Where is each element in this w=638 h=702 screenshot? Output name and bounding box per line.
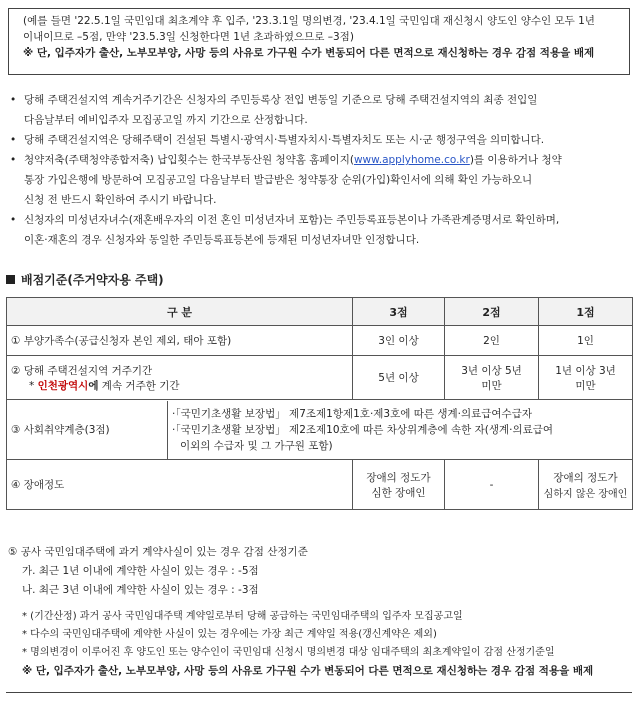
particle: 에	[88, 379, 99, 392]
header-category: 구 분	[7, 298, 353, 326]
cell-line: 미만	[575, 379, 596, 392]
bullet-text: )를 이용하거나 청약	[469, 154, 562, 166]
cell-1pt: 1인	[539, 326, 633, 356]
row-sublabel	[11, 378, 352, 393]
note-line: 이내이므로 –5점, 만약 '23.5.3일 신청한다면 1년 초과하였으므로 –3점)	[23, 31, 354, 43]
divider	[6, 692, 632, 693]
cell-line: 미만	[481, 379, 502, 392]
deduction-item: 나. 최근 3년 이내에 계약한 사실이 있는 경우 : -3점	[22, 584, 259, 596]
row-label: ④ 장애정도	[7, 460, 353, 510]
header-3pt: 3점	[353, 298, 445, 326]
row-label: ① 부양가족수(공급신청자 본인 제외, 태아 포함)	[7, 326, 353, 356]
applyhome-link[interactable]: www.applyhome.co.kr	[353, 154, 470, 166]
table-row	[7, 356, 633, 400]
table-header-row	[7, 298, 633, 326]
bullet-line: 통장 가입은행에 방문하여 모집공고일 다음날부터 발급받은 청약통장 순위(가입)확인서에 의해 확인 가능하오니	[24, 174, 533, 186]
bullet-line: 당해 주택건설지역은 당해주택이 건설된 특별시·광역시·특별자치시·특별자치도 또는 시·군 행정구역을 의미합니다.	[24, 134, 545, 146]
criteria-line: ·「국민기초생활 보장법」 제2조제10호에 따른 차상위계층에 속한 자(생계·의료급여	[172, 423, 554, 436]
cell-2pt: 2인	[445, 326, 539, 356]
cell-2pt: -	[445, 460, 539, 510]
score-table	[6, 297, 633, 510]
bullet-line: 신청자의 미성년자녀수(재혼배우자의 이전 혼인 미성년자녀 포함)는 주민등록표등본이나 가족관계증명서로 확인하며,	[24, 214, 560, 226]
cell-line: 장애의 정도가	[553, 471, 618, 484]
cell-3pt: 3인 이상	[353, 326, 445, 356]
criteria-cell	[167, 401, 632, 459]
cell-line: 1년 이상 3년	[555, 364, 616, 377]
bullet-line: 당해 주택건설지역 계속거주기간은 신청자의 주민등록상 전입 변동일 기준으로 당해 주택건설지역의 최종 전입일	[24, 94, 538, 106]
table-row	[7, 326, 633, 356]
cell-1pt	[539, 356, 633, 400]
list-item	[10, 150, 630, 210]
bullet-list	[10, 90, 630, 250]
bullet-dot-icon: •	[10, 134, 17, 146]
header-2pt: 2점	[445, 298, 539, 326]
header-1pt: 1점	[539, 298, 633, 326]
note-notice: ※ 단, 입주자가 출산, 노부모부양, 사망 등의 사유로 가구원 수가 변동되어 다른 면적으로 재신청하는 경우 감점 적용을 배제	[23, 47, 595, 59]
section-heading	[6, 271, 164, 288]
row-label: ③ 사회취약계층(3점)	[11, 424, 110, 436]
deduction-section	[8, 543, 632, 680]
bullet-line	[24, 150, 630, 170]
cell-3pt	[353, 460, 445, 510]
deduction-note: * (기간산정) 과거 공사 국민임대주택 계약일로부터 당해 공급하는 국민임대주택의 입주자 모집공고일	[22, 611, 463, 622]
list-item	[10, 130, 630, 150]
cell-line: 심한 장애인	[371, 486, 426, 499]
deduction-note: * 다수의 국민임대주택에 계약한 사실이 있는 경우에는 가장 최근 계약일 적용(갱신계약은 제외)	[22, 629, 437, 640]
cell-line: 3년 이상 5년	[461, 364, 522, 377]
deduction-item: 가. 최근 1년 이내에 계약한 사실이 있는 경우 : -5점	[22, 565, 259, 577]
table-row	[7, 400, 633, 460]
table-row	[7, 460, 633, 510]
square-bullet-icon	[6, 275, 15, 284]
bullet-dot-icon: •	[10, 154, 17, 166]
cell-line: 심하지 않은 장애인	[543, 488, 628, 500]
note-box	[8, 8, 630, 75]
bullet-dot-icon: •	[10, 214, 17, 226]
criteria-line: ·「국민기초생활 보장법」 제7조제1항제1호·제3호에 따른 생계·의료급여수급자	[172, 407, 532, 420]
cell-2pt	[445, 356, 539, 400]
deduction-title: ⑤ 공사 국민임대주택에 과거 계약사실이 있는 경우 감점 산정기준	[8, 546, 308, 558]
bullet-line: 신청 전 반드시 확인하여 주시기 바랍니다.	[24, 194, 217, 206]
bullet-line: 다음날부터 예비입주자 모집공고일 까지 기간으로 산정합니다.	[24, 114, 308, 126]
bullet-text: 청약저축(주택청약종합저축) 납입횟수는 한국부동산원 청약홈 홈페이지(	[24, 154, 354, 166]
sublabel-text: 계속 거주한 기간	[98, 379, 180, 392]
region-name: 인천광역시	[37, 379, 89, 392]
deduction-note: * 명의변경이 이루어진 후 양도인 또는 양수인이 국민임대 신청시 명의변경 대상 임대주택의 최초계약일이 감점 산정기준일	[22, 647, 555, 658]
cell-1pt	[539, 460, 633, 510]
list-item	[10, 210, 630, 250]
note-line: (예를 들면 '22.5.1일 국민임대 최초계약 후 입주, '23.3.1일 명의변경, '23.4.1일 국민임대 재신청시 양도인 양수인 모두 1년	[23, 15, 595, 27]
row-label-text: ② 당해 주택건설지역 거주기간	[11, 364, 153, 377]
row-merged	[7, 400, 633, 460]
bullet-dot-icon: •	[10, 94, 17, 106]
criteria-line: 이외의 수급자 및 그 가구원 포함)	[180, 439, 333, 452]
row-label	[7, 356, 353, 400]
asterisk: *	[29, 379, 38, 392]
section-title: 배점기준(주거약자용 주택)	[21, 273, 164, 287]
cell-3pt: 5년 이상	[353, 356, 445, 400]
cell-line: 장애의 정도가	[366, 471, 431, 484]
list-item	[10, 90, 630, 130]
final-notice: ※ 단, 입주자가 출산, 노부모부양, 사망 등의 사유로 가구원 수가 변동되어 다른 면적으로 재신청하는 경우 감점 적용을 배제	[22, 665, 594, 677]
bullet-line: 이혼·재혼의 경우 신청자와 동일한 주민등록표등본에 등재된 미성년자녀만 인정합니다.	[24, 234, 420, 246]
